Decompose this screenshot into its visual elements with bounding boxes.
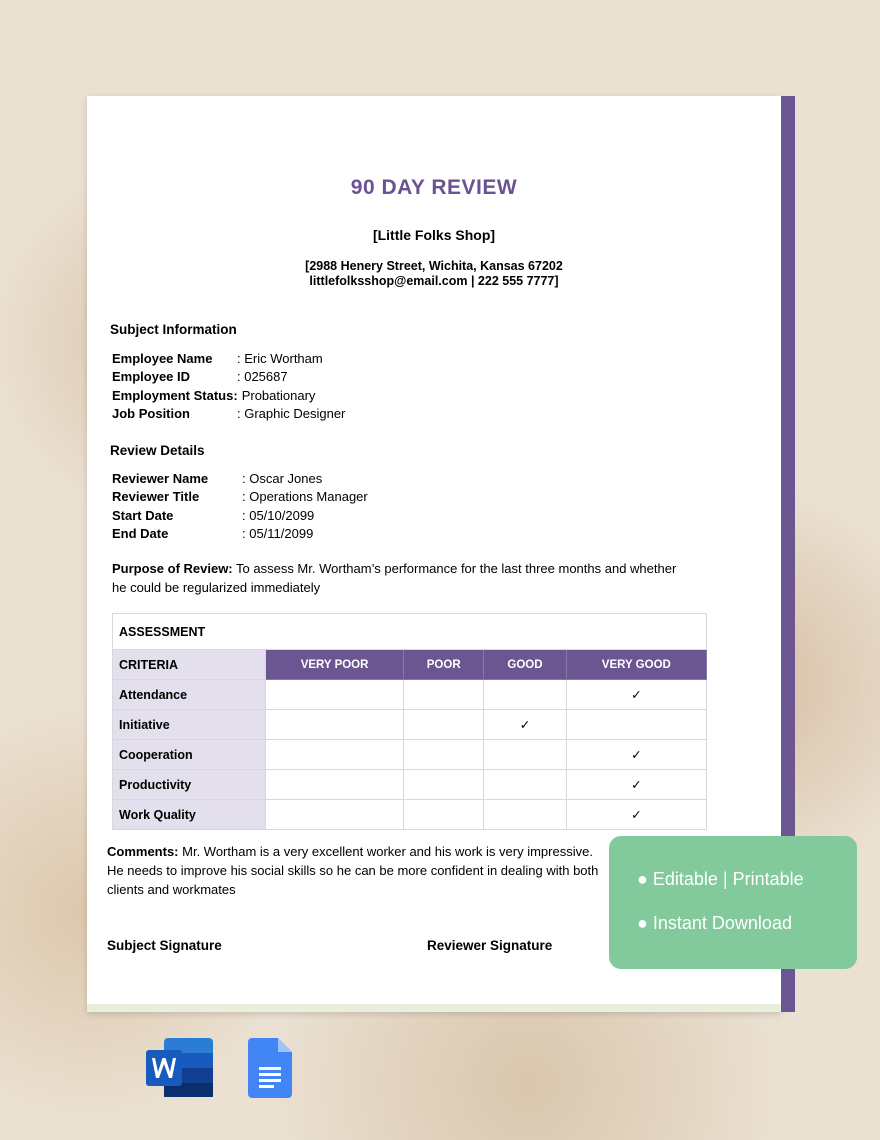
info-row: [112, 488, 368, 506]
table-row: [113, 770, 707, 800]
info-row: [112, 507, 368, 525]
info-value: : 025687: [237, 369, 288, 385]
info-row: [112, 368, 345, 386]
rating-cell: [266, 740, 404, 770]
rating-cell: [266, 800, 404, 830]
table-row: [113, 800, 707, 830]
comments-text: Mr. Wortham is a very excellent worker and his work is very impressive. He needs to improve his social skills so he can be more confident in dealing with both clients and workmates: [107, 844, 599, 897]
purpose-of-review: [112, 559, 692, 597]
rating-cell: ✓: [566, 740, 706, 770]
info-label: Start Date: [112, 507, 174, 523]
features-badge: [609, 836, 857, 969]
document-title: 90 DAY REVIEW: [350, 176, 518, 199]
feature-download: ● Instant Download: [637, 913, 792, 933]
rating-header: POOR: [404, 650, 484, 680]
rating-cell: [484, 680, 566, 710]
purpose-text: To assess Mr. Wortham’s performance for the last three months and whether he could be regularized immediately: [112, 561, 677, 595]
table-row: [113, 740, 707, 770]
info-row: [112, 350, 345, 368]
info-value: : Eric Wortham: [237, 351, 323, 366]
rating-cell: [404, 680, 484, 710]
info-value: : Graphic Designer: [237, 405, 346, 421]
rating-cell: [404, 770, 484, 800]
page-footer-line: [87, 1004, 781, 1012]
rating-cell: ✓: [566, 680, 706, 710]
info-label: Employee ID: [112, 369, 191, 385]
info-row: [112, 387, 345, 405]
info-value: : Operations Manager: [242, 489, 368, 505]
purpose-label: Purpose of Review:: [112, 561, 233, 576]
rating-cell: [484, 740, 566, 770]
rating-cell: [566, 710, 706, 740]
subject-heading: Subject Information: [110, 322, 237, 337]
subject-signature-label: Subject Signature: [107, 938, 222, 953]
review-info: [112, 470, 368, 543]
rating-cell: [404, 710, 484, 740]
info-label: End Date: [112, 525, 169, 541]
info-value: : Oscar Jones: [242, 471, 323, 486]
table-row: [113, 710, 707, 740]
assessment-table: [112, 613, 707, 830]
rating-cell: [266, 710, 404, 740]
info-row: [112, 525, 368, 543]
criteria-header: CRITERIA: [113, 650, 266, 680]
rating-header: VERY GOOD: [566, 650, 706, 680]
comments: [107, 842, 602, 899]
criterion: Attendance: [113, 680, 266, 710]
info-label: Reviewer Title: [112, 489, 200, 505]
assessment-title: ASSESSMENT: [113, 614, 707, 650]
reviewer-signature-label: Reviewer Signature: [427, 938, 553, 953]
info-row: [112, 470, 368, 488]
rating-cell: [266, 680, 404, 710]
review-heading: Review Details: [110, 443, 205, 458]
address-line: [2988 Henery Street, Wichita, Kansas 67202: [305, 259, 563, 273]
criterion: Work Quality: [113, 800, 266, 830]
rating-cell: ✓: [484, 710, 566, 740]
rating-cell: [404, 800, 484, 830]
rating-cell: ✓: [566, 770, 706, 800]
rating-cell: [404, 740, 484, 770]
rating-header: GOOD: [484, 650, 566, 680]
comments-label: Comments:: [107, 844, 179, 859]
info-value: : 05/11/2099: [242, 525, 314, 541]
info-label: Job Position: [112, 405, 190, 421]
rating-header: VERY POOR: [266, 650, 404, 680]
info-label: Employment Status:: [112, 387, 238, 403]
rating-cell: [266, 770, 404, 800]
rating-cell: [484, 770, 566, 800]
contact-line: littlefolksshop@email.com | 222 555 7777]: [309, 274, 559, 288]
subject-info: [112, 350, 345, 423]
info-row: [112, 405, 345, 423]
table-row: [113, 680, 707, 710]
info-label: Employee Name: [112, 351, 213, 366]
company-address: [87, 259, 781, 289]
feature-editable: ● Editable | Printable: [637, 869, 804, 889]
info-value: Probationary: [241, 387, 316, 403]
company-name: [Little Folks Shop]: [372, 227, 496, 243]
rating-cell: ✓: [566, 800, 706, 830]
criterion: Productivity: [113, 770, 266, 800]
criterion: Initiative: [113, 710, 266, 740]
google-docs-icon[interactable]: [248, 1038, 292, 1098]
word-icon[interactable]: [146, 1038, 213, 1097]
criterion: Cooperation: [113, 740, 266, 770]
rating-cell: [484, 800, 566, 830]
info-label: Reviewer Name: [112, 471, 209, 486]
info-value: : 05/10/2099: [242, 507, 315, 523]
